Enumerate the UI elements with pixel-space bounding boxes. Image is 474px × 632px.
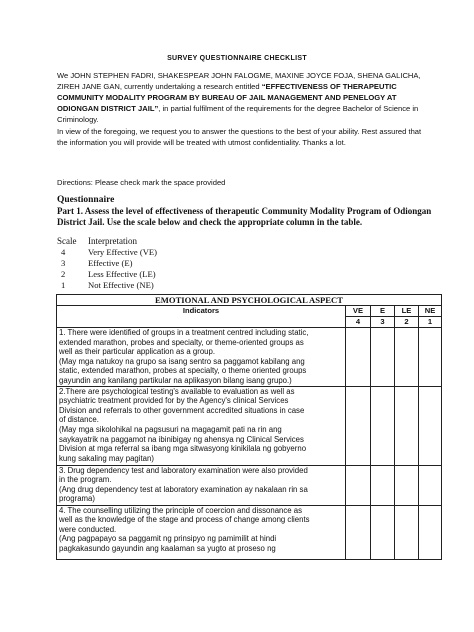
check-cell-ne[interactable] bbox=[419, 505, 442, 559]
check-cell-le[interactable] bbox=[395, 465, 419, 505]
check-cell-le[interactable] bbox=[395, 386, 419, 465]
scale-header bbox=[57, 236, 137, 246]
check-cell-le[interactable] bbox=[395, 505, 419, 559]
check-cell-e[interactable] bbox=[371, 386, 395, 465]
col-header-le: LE bbox=[395, 306, 419, 317]
col-score-le: 2 bbox=[395, 317, 419, 328]
indicator-line: well as the knowledge of the stage and process of change among clients bbox=[59, 515, 310, 525]
indicator-line: were conducted. bbox=[59, 524, 117, 534]
indicator-line: programa) bbox=[59, 494, 95, 504]
indicator-text bbox=[57, 505, 346, 559]
scale-interpretation: Not Effective (NE) bbox=[88, 280, 154, 290]
aspect-header-row bbox=[57, 295, 442, 306]
interpretation-column-label: Interpretation bbox=[88, 236, 137, 246]
intro-paragraph bbox=[57, 70, 427, 125]
part1-instructions: Part 1. Assess the level of effectiveness of therapeutic Community Modality Program of Odiongan District Jail. Use the scale below and check the appropriate column in the table. bbox=[57, 206, 432, 227]
check-cell-le[interactable] bbox=[395, 328, 419, 387]
col-score-e: 3 bbox=[371, 317, 395, 328]
indicator-row bbox=[57, 386, 442, 465]
scale-interpretation: Less Effective (LE) bbox=[88, 269, 156, 279]
indicator-line: Division at mga referral sa ibang mga sitwasyong kinikilala ng gobyerno bbox=[59, 444, 307, 454]
check-cell-ne[interactable] bbox=[419, 328, 442, 387]
scale-interpretation: Very Effective (VE) bbox=[88, 247, 158, 257]
indicator-line: kung sakaling may pagitan) bbox=[59, 453, 154, 463]
indicator-line: gayundin ang kanilang partikular na aplikasyon bilang isang grupo.) bbox=[59, 375, 292, 385]
indicator-row bbox=[57, 465, 442, 505]
col-header-ne: NE bbox=[419, 306, 442, 317]
col-header-e: E bbox=[371, 306, 395, 317]
indicator-line: in the program. bbox=[59, 475, 112, 485]
col-score-ve: 4 bbox=[346, 317, 371, 328]
indicator-line: extended marathon, probes and specialty, or theme-oriented groups as bbox=[59, 337, 304, 347]
indicator-line: 3. Drug dependency test and laboratory examination were also provided bbox=[59, 465, 308, 475]
scale-value: 2 bbox=[61, 269, 66, 279]
scale-value: 4 bbox=[61, 247, 66, 257]
indicator-row bbox=[57, 328, 442, 387]
col-score-ne: 1 bbox=[419, 317, 442, 328]
indicator-line: (Ang drug dependency test at laboratory examination ay nakalaan rin sa bbox=[59, 484, 308, 494]
check-cell-e[interactable] bbox=[371, 505, 395, 559]
check-cell-ve[interactable] bbox=[346, 386, 371, 465]
indicator-line: pagkakasundo gayundin ang kaalaman sa yugto at proseso ng bbox=[59, 543, 276, 553]
indicator-line: Division and referrals to other government accredited situations in case bbox=[59, 405, 305, 415]
indicator-line: saykayatrik na paggamot na ibinibigay ng ahensya ng Clinical Services bbox=[59, 434, 304, 444]
indicator-line: psychiatric treatment provided for by the Agency's clinical Services bbox=[59, 396, 289, 406]
intro-lead: We JOHN STEPHEN FADRI, SHAKESPEAR JOHN FALOGME, MAXINE JOYCE FOJA, SHENA GALICHA, ZIREH JANE GAN, currently undertaking a research entitled bbox=[57, 71, 421, 91]
column-header-row bbox=[57, 306, 442, 317]
check-cell-e[interactable] bbox=[371, 465, 395, 505]
indicator-line: 1. There were identified of groups in a treatment centred including static, bbox=[59, 328, 309, 337]
indicator-line: (May mga sikolohikal na pagsusuri na magagamit pati na rin ang bbox=[59, 424, 282, 434]
request-paragraph: In view of the foregoing, we request you to answer the questions to the best of your ability. Rest assured that the information you will provide will be treated with utmost confidentiality. Thanks a lot. bbox=[57, 127, 422, 147]
indicator-line: (Ang pagpapayo sa paggamit ng prinsipyo ng pamimilit at hindi bbox=[59, 534, 277, 544]
indicator-line: static, extended marathon, probes at specialty, o theme oriented groups bbox=[59, 366, 307, 376]
scale-column-label: Scale bbox=[57, 236, 77, 246]
aspect-heading: EMOTIONAL AND PSYCHOLOGICAL ASPECT bbox=[57, 295, 442, 306]
directions-text: Directions: Please check mark the space provided bbox=[57, 178, 226, 187]
research-title: “EFFECTIVENESS OF THERAPEUTIC COMMUNITY MODALITY PROGRAM BY BUREAU OF JAIL MANAGEMENT AND PENELOGY AT ODIONGAN DISTRICT JAIL” bbox=[57, 82, 397, 113]
page-title: SURVEY QUESTIONNAIRE CHECKLIST bbox=[167, 55, 307, 62]
indicator-line: well as their particular application as a group. bbox=[59, 347, 216, 357]
indicator-text bbox=[57, 465, 346, 505]
check-cell-ve[interactable] bbox=[346, 505, 371, 559]
questionnaire-heading: Questionnaire bbox=[57, 195, 115, 205]
check-cell-e[interactable] bbox=[371, 328, 395, 387]
check-cell-ne[interactable] bbox=[419, 465, 442, 505]
check-cell-ve[interactable] bbox=[346, 328, 371, 387]
indicator-line: (May mga natukoy na grupo sa isang sentro sa paggamot kabilang ang bbox=[59, 356, 305, 366]
indicator-line: 4. The counselling utilizing the principle of coercion and dissonance as bbox=[59, 505, 303, 515]
scale-value: 1 bbox=[61, 280, 66, 290]
indicator-text bbox=[57, 386, 346, 465]
col-header-ve: VE bbox=[346, 306, 371, 317]
check-cell-ne[interactable] bbox=[419, 386, 442, 465]
indicator-row bbox=[57, 505, 442, 559]
scale-interpretation: Effective (E) bbox=[88, 258, 133, 268]
intro-tail: , in partial fulfilment of the requirements for the degree Bachelor of Science in Criminology. bbox=[57, 104, 419, 124]
indicator-text bbox=[57, 328, 346, 387]
scale-value: 3 bbox=[61, 258, 66, 268]
indicators-header: Indicators bbox=[57, 306, 346, 328]
indicator-line: 2.There are psychological testing's available to evaluation as well as bbox=[59, 386, 295, 396]
check-cell-ve[interactable] bbox=[346, 465, 371, 505]
assessment-table bbox=[56, 294, 442, 560]
indicator-line: of distance. bbox=[59, 415, 99, 425]
